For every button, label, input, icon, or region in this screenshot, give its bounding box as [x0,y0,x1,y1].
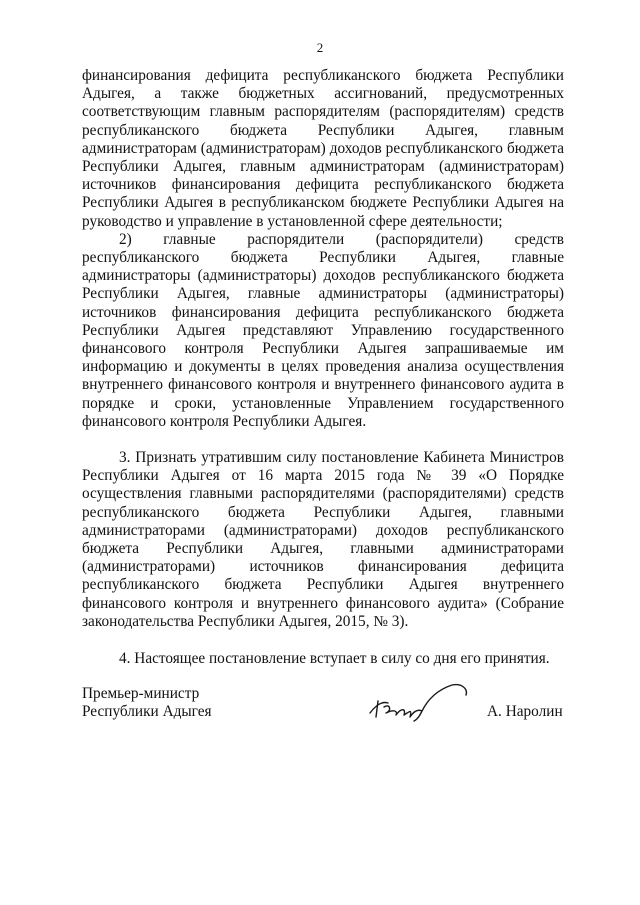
signatory-name: А. Наролин [487,703,563,720]
paragraph-continuation: финансирования дефицита республиканского бюджета Республики Адыгея, а также бюджетных ассигнований, предусмотренных соответствующим главным распорядителям (распорядителям) средств республиканского бюджета Республики Адыгея, главным администраторам (администраторам) доходов республиканского бюджета Республики Адыгея, главным администраторам (администраторам) источников финансирования дефицита республиканского бюджета Республики Адыгея в республиканском бюджете Республики Адыгея на руководство и управление в установленной сфере деятельности; [82,67,564,230]
signatory-title-line2: Республики Адыгея [82,703,212,720]
paragraph-item-2: 2) главные распорядители (распорядители) средств республиканского бюджета Республики Адыгея, главные администраторы (администраторы) доходов республиканского бюджета Республики Адыгея, главные администраторы (администраторы) источников финансирования дефицита республиканского бюджета Республики Адыгея представляют Управлению государственного финансового контроля Республики Адыгея запрашиваемые им информацию и документы в целях проведения анализа осуществления внутреннего финансового контроля и внутреннего финансового аудита в порядке и сроки, установленные Управлением государственного финансового контроля Республики Адыгея. [82,230,564,430]
signatory-title-line1: Премьер-министр [82,685,200,702]
paragraph-item-4: 4. Настоящее постановление вступает в силу со дня его принятия. [119,650,550,668]
signatory-title [82,685,212,721]
page-number: 2 [316,40,324,55]
signature-block [82,685,564,735]
paragraph-item-3: 3. Признать утратившим силу постановление Кабинета Министров Республики Адыгея от 16 марта 2015 года № 39 «О Порядке осуществления главными распорядителями (распорядителями) средств республиканского бюджета Республики Адыгея, главными администраторами (администраторами) доходов республиканского бюджета Республики Адыгея, главными администраторами (администраторами) источников финансирования дефицита республиканского бюджета Республики Адыгея внутреннего финансового контроля и внутреннего финансового аудита» (Собрание законодательства Республики Адыгея, 2015, № 3). [82,449,564,630]
handwritten-signature-icon [362,681,472,723]
document-body [82,67,564,668]
